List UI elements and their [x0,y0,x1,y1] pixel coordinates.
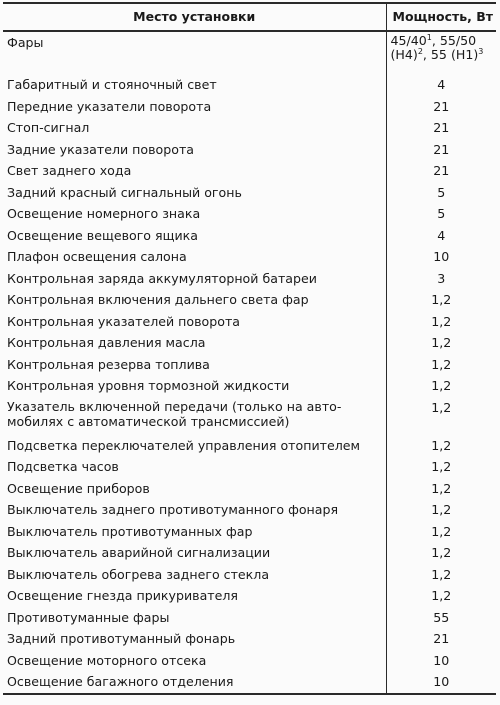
row-name: Задний красный сигнальный огонь [3,182,386,204]
row-name: Контрольная давления масла [3,332,386,354]
table-row [3,139,496,161]
table-row [3,117,496,139]
row-name: Передние указатели поворота [3,96,386,118]
bulb-power-table [3,2,496,695]
row-name: Выключатель обогрева заднего стекла [3,564,386,586]
row-name: Освещение гнезда прикуривателя [3,585,386,607]
row-name: Задний противотуманный фонарь [3,628,386,650]
table-row [3,375,496,397]
row-name: Подсветка переключателей управления отопителем [3,435,386,457]
table-row [3,499,496,521]
row-value: 10 [386,671,496,694]
row-name: Освещение моторного отсека [3,650,386,672]
table-row [3,203,496,225]
table-row [3,478,496,500]
table-row [3,246,496,268]
value-part: (H4) [390,47,418,62]
row-name: Задние указатели поворота [3,139,386,161]
row-name: Плафон освещения салона [3,246,386,268]
row-value: 1,2 [431,399,452,415]
row-value: 4 [437,227,446,243]
row-value: 55 [433,609,450,625]
row-value: 1,2 [431,545,452,560]
row-name: Контрольная заряда аккумуляторной батареи [3,268,386,290]
column-header-place: Место установки [3,3,386,31]
footnote-mark: 3 [478,47,484,56]
row-name: Контрольная включения дальнего света фар [3,289,386,311]
table-row [3,671,496,694]
row-value: 10 [433,652,450,668]
table-row [3,628,496,650]
table-row [3,160,496,182]
row-name: Выключатель противотуманных фар [3,521,386,543]
table-row [3,311,496,333]
table-row [3,542,496,564]
row-name: Контрольная уровня тормозной жидкости [3,375,386,397]
row-name [3,397,386,435]
table-row [3,435,496,457]
table-row [3,332,496,354]
row-value: 1,2 [431,480,452,496]
row-value: 5 [437,184,446,200]
row-value: 21 [433,631,450,646]
row-value: 4 [437,77,446,92]
row-value: 21 [433,163,450,178]
footnote-mark: 2 [417,47,423,56]
row-value: 1,2 [431,292,452,307]
row-name: Противотуманные фары [3,607,386,629]
row-name-line: мобилях с автоматической трансмиссией) [7,413,290,429]
row-name: Фары [3,31,386,74]
table-row [3,268,496,290]
table-row [3,225,496,247]
row-value: 1,2 [431,588,452,603]
row-name: Свет заднего хода [3,160,386,182]
table-row [3,397,496,435]
column-header-power: Мощность, Вт [386,3,496,31]
row-value: 1,2 [431,378,452,393]
table-row [3,289,496,311]
row-name: Габаритный и стояночный свет [3,74,386,96]
table-row [3,456,496,478]
row-name-line: Указатель включенной передачи (только на авто- [7,398,342,414]
row-value: 1,2 [431,335,452,350]
row-name: Стоп-сигнал [3,117,386,139]
row-value: 1,2 [431,459,452,474]
row-name: Выключатель аварийной сигнализации [3,542,386,564]
row-name: Контрольная резерва топлива [3,354,386,376]
row-value: 21 [433,98,450,114]
row-value: 5 [437,206,446,221]
row-value: 1,2 [431,313,452,329]
row-value: 3 [437,270,446,286]
footnote-mark: 1 [426,33,432,42]
table-row [3,354,496,376]
row-value [386,31,496,74]
row-value: 21 [433,120,450,135]
row-name: Подсветка часов [3,456,386,478]
row-value: 1,2 [431,356,452,372]
table-row [3,74,496,96]
table-row [3,650,496,672]
table-header-row [3,3,496,31]
value-part: 45/40 [390,33,427,48]
table-row [3,607,496,629]
row-name: Освещение вещевого ящика [3,225,386,247]
row-value: 1,2 [431,502,452,517]
row-value: 1,2 [431,523,452,539]
row-name: Освещение багажного отделения [3,671,386,694]
table-row [3,31,496,74]
row-value: 21 [433,141,450,157]
row-name: Выключатель заднего противотуманного фонаря [3,499,386,521]
value-part: , 55 (H1) [422,47,479,62]
table-row [3,182,496,204]
row-value: 10 [433,249,450,264]
row-value: 1,2 [431,566,452,582]
table-row [3,96,496,118]
table-row [3,585,496,607]
row-value: 1,2 [431,437,452,453]
table-row [3,521,496,543]
row-name: Контрольная указателей поворота [3,311,386,333]
value-part: , 55/50 [431,33,477,48]
row-name: Освещение номерного знака [3,203,386,225]
table-row [3,564,496,586]
row-name: Освещение приборов [3,478,386,500]
